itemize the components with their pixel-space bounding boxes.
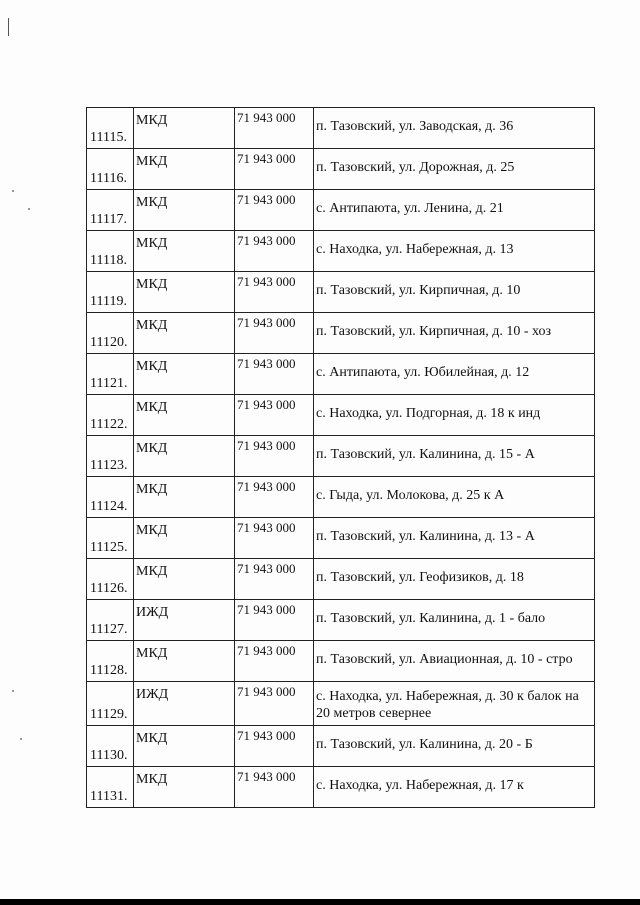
building-type: МКД <box>136 359 168 374</box>
building-type: МКД <box>136 564 168 579</box>
oktmo-code-cell <box>235 149 314 190</box>
building-type-cell <box>134 436 235 477</box>
row-number: 11124. <box>90 499 128 514</box>
oktmo-code: 71 943 000 <box>237 151 296 166</box>
row-number: 11119. <box>90 294 127 309</box>
row-number: 11126. <box>90 581 128 596</box>
oktmo-code-cell <box>235 641 314 682</box>
address-cell <box>314 272 595 313</box>
oktmo-code: 71 943 000 <box>237 561 296 576</box>
table-row <box>87 272 595 313</box>
building-type-cell <box>134 272 235 313</box>
building-type-cell <box>134 313 235 354</box>
oktmo-code: 71 943 000 <box>237 769 296 784</box>
building-type: МКД <box>136 113 168 128</box>
table-row <box>87 190 595 231</box>
row-number: 11131. <box>90 789 128 804</box>
row-number-cell <box>87 149 134 190</box>
address: с. Находка, ул. Набережная, д. 13 <box>316 242 514 257</box>
table-row <box>87 600 595 641</box>
row-number: 11117. <box>90 212 127 227</box>
table-row <box>87 231 595 272</box>
oktmo-code-cell <box>235 108 314 149</box>
row-number-cell <box>87 190 134 231</box>
table-row <box>87 313 595 354</box>
row-number-cell <box>87 231 134 272</box>
address-cell <box>314 559 595 600</box>
address: с. Антипаюта, ул. Ленина, д. 21 <box>316 201 504 216</box>
row-number-cell <box>87 313 134 354</box>
address: п. Тазовский, ул. Геофизиков, д. 18 <box>316 570 524 585</box>
row-number-cell <box>87 108 134 149</box>
table-row <box>87 641 595 682</box>
row-number: 11130. <box>90 748 128 763</box>
table-row <box>87 682 595 726</box>
table-row <box>87 767 595 808</box>
building-type-cell <box>134 767 235 808</box>
building-type: МКД <box>136 318 168 333</box>
oktmo-code: 71 943 000 <box>237 728 296 743</box>
address: с. Находка, ул. Набережная, д. 17 к <box>316 778 524 793</box>
address-cell <box>314 518 595 559</box>
oktmo-code: 71 943 000 <box>237 479 296 494</box>
row-number: 11129. <box>90 707 128 722</box>
address: п. Тазовский, ул. Заводская, д. 36 <box>316 119 514 134</box>
row-number-cell <box>87 477 134 518</box>
oktmo-code: 71 943 000 <box>237 520 296 535</box>
address-cell <box>314 641 595 682</box>
address: п. Тазовский, ул. Дорожная, д. 25 <box>316 160 515 175</box>
oktmo-code-cell <box>235 190 314 231</box>
address-cell <box>314 682 595 726</box>
row-number: 11121. <box>90 376 128 391</box>
address: п. Тазовский, ул. Кирпичная, д. 10 - хоз <box>316 324 552 339</box>
oktmo-code-cell <box>235 436 314 477</box>
building-type: МКД <box>136 482 168 497</box>
building-type-cell <box>134 518 235 559</box>
oktmo-code: 71 943 000 <box>237 233 296 248</box>
oktmo-code: 71 943 000 <box>237 602 296 617</box>
address-cell <box>314 149 595 190</box>
building-type: МКД <box>136 646 168 661</box>
row-number-cell <box>87 726 134 767</box>
address: п. Тазовский, ул. Калинина, д. 1 - бало <box>316 611 546 626</box>
table-row <box>87 108 595 149</box>
oktmo-code-cell <box>235 354 314 395</box>
oktmo-code-cell <box>235 682 314 726</box>
oktmo-code: 71 943 000 <box>237 684 296 699</box>
row-number: 11123. <box>90 458 128 473</box>
building-type-cell <box>134 108 235 149</box>
address-cell <box>314 354 595 395</box>
address: с. Антипаюта, ул. Юбилейная, д. 12 <box>316 365 530 380</box>
oktmo-code-cell <box>235 231 314 272</box>
address-cell <box>314 395 595 436</box>
registry-table <box>86 107 595 808</box>
building-type: ИЖД <box>136 605 169 620</box>
building-type: МКД <box>136 523 168 538</box>
building-type: МКД <box>136 195 168 210</box>
row-number: 11120. <box>90 335 128 350</box>
table-row <box>87 518 595 559</box>
registry-table-body <box>87 108 595 808</box>
building-type: МКД <box>136 441 168 456</box>
building-type-cell <box>134 231 235 272</box>
oktmo-code: 71 943 000 <box>237 397 296 412</box>
building-type-cell <box>134 190 235 231</box>
oktmo-code: 71 943 000 <box>237 274 296 289</box>
oktmo-code-cell <box>235 477 314 518</box>
address-cell <box>314 767 595 808</box>
row-number: 11122. <box>90 417 128 432</box>
building-type-cell <box>134 354 235 395</box>
row-number-cell <box>87 600 134 641</box>
oktmo-code-cell <box>235 559 314 600</box>
oktmo-code: 71 943 000 <box>237 643 296 658</box>
row-number-cell <box>87 559 134 600</box>
table-row <box>87 149 595 190</box>
building-type-cell <box>134 600 235 641</box>
row-number-cell <box>87 518 134 559</box>
building-type-cell <box>134 477 235 518</box>
address-cell <box>314 436 595 477</box>
oktmo-code: 71 943 000 <box>237 110 296 125</box>
building-type: МКД <box>136 154 168 169</box>
oktmo-code: 71 943 000 <box>237 356 296 371</box>
row-number-cell <box>87 641 134 682</box>
address-cell <box>314 108 595 149</box>
address-cell <box>314 477 595 518</box>
table-row <box>87 477 595 518</box>
address: п. Тазовский, ул. Калинина, д. 20 - Б <box>316 737 533 752</box>
address: с. Находка, ул. Подгорная, д. 18 к инд <box>316 406 541 421</box>
building-type: ИЖД <box>136 687 169 702</box>
row-number: 11127. <box>90 622 128 637</box>
oktmo-code-cell <box>235 518 314 559</box>
address-cell <box>314 313 595 354</box>
building-type-cell <box>134 726 235 767</box>
row-number: 11118. <box>90 253 127 268</box>
building-type: МКД <box>136 400 168 415</box>
table-row <box>87 436 595 477</box>
oktmo-code: 71 943 000 <box>237 192 296 207</box>
row-number: 11115. <box>90 130 127 145</box>
table-row <box>87 559 595 600</box>
oktmo-code: 71 943 000 <box>237 438 296 453</box>
scan-speck <box>12 190 14 192</box>
building-type-cell <box>134 682 235 726</box>
building-type: МКД <box>136 772 168 787</box>
scan-speck <box>20 738 22 740</box>
building-type-cell <box>134 641 235 682</box>
building-type-cell <box>134 559 235 600</box>
address-cell <box>314 600 595 641</box>
row-number-cell <box>87 767 134 808</box>
oktmo-code-cell <box>235 726 314 767</box>
row-number-cell <box>87 436 134 477</box>
margin-mark <box>8 18 9 36</box>
address: п. Тазовский, ул. Калинина, д. 15 - А <box>316 447 535 462</box>
address-cell <box>314 190 595 231</box>
address-cell <box>314 726 595 767</box>
address: п. Тазовский, ул. Калинина, д. 13 - А <box>316 529 535 544</box>
oktmo-code-cell <box>235 313 314 354</box>
oktmo-code-cell <box>235 395 314 436</box>
scan-bottom-edge <box>0 899 640 905</box>
table-row <box>87 395 595 436</box>
oktmo-code: 71 943 000 <box>237 315 296 330</box>
oktmo-code-cell <box>235 272 314 313</box>
row-number: 11125. <box>90 540 128 555</box>
table-row <box>87 726 595 767</box>
table-row <box>87 354 595 395</box>
row-number-cell <box>87 682 134 726</box>
scan-speck <box>28 208 30 210</box>
row-number-cell <box>87 395 134 436</box>
address: с. Находка, ул. Набережная, д. 30 к балок на 20 метров севернее <box>316 689 579 721</box>
building-type: МКД <box>136 731 168 746</box>
row-number-cell <box>87 272 134 313</box>
oktmo-code-cell <box>235 600 314 641</box>
address: п. Тазовский, ул. Авиационная, д. 10 - стро <box>316 652 573 667</box>
scan-speck <box>12 690 14 692</box>
row-number-cell <box>87 354 134 395</box>
row-number: 11116. <box>90 171 127 186</box>
building-type-cell <box>134 149 235 190</box>
address: п. Тазовский, ул. Кирпичная, д. 10 <box>316 283 521 298</box>
oktmo-code-cell <box>235 767 314 808</box>
building-type: МКД <box>136 236 168 251</box>
address-cell <box>314 231 595 272</box>
building-type: МКД <box>136 277 168 292</box>
row-number: 11128. <box>90 663 128 678</box>
building-type-cell <box>134 395 235 436</box>
address: с. Гыда, ул. Молокова, д. 25 к А <box>316 488 505 503</box>
